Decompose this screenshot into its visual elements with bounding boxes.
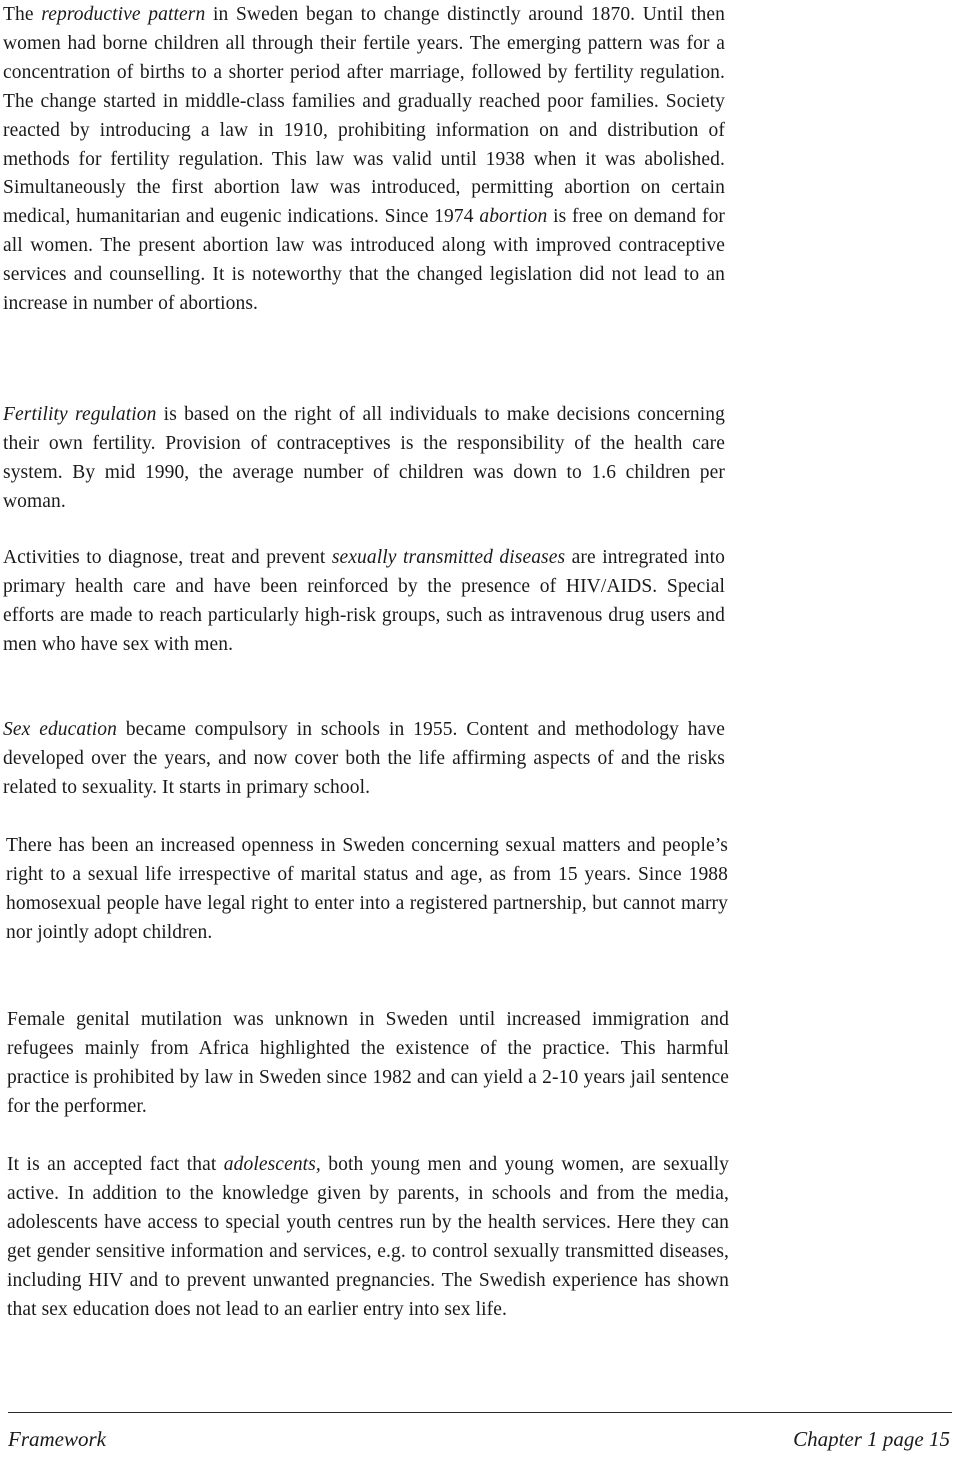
paragraph-adolescents [7, 1151, 729, 1324]
emphasis-term: sexually transmitted diseases [331, 547, 566, 568]
footer-divider [8, 1412, 952, 1413]
paragraph-sex-education [3, 716, 725, 803]
paragraph-fertility-regulation [3, 401, 725, 517]
paragraph-openness: There has been an increased openness in Sweden concerning sexual matters and people’s right to a sexual life irrespective of marital status and age, as from 15 years. Since 1988 homosexual people have legal right to enter into a registered partnership, but cannot marry nor jointly adopt children. [6, 835, 728, 943]
footer-section-label: Framework [8, 1427, 106, 1451]
text-run: is based on the right of all individuals to make decisions concerning their own fertility. Provision of contraceptives is the responsibility of the health care system. By mid 1990, the average number of children was down to 1.6 children per woman. [3, 404, 725, 512]
emphasis-term: abortion [479, 206, 548, 228]
emphasis-term: Fertility regulation [3, 404, 157, 425]
paragraph-reproductive-pattern [3, 1, 725, 319]
text-run: is free on demand for all women. The present abortion law was introduced along with improved contraceptive services and counselling. It is noteworthy that the changed legislation did not lead to an increase in number of abortions. [3, 206, 726, 315]
text-run: The [3, 4, 42, 25]
emphasis-term: adolescents, [223, 1154, 321, 1175]
footer-page-label: Chapter 1 page 15 [793, 1427, 950, 1451]
text-run: are intregrated into primary health care and have been reinforced by the presence of HIV/AIDS. Special efforts are made to reach particularly high-risk groups, such as intravenous drug users and men who have sex with men. [3, 547, 725, 655]
text-run: became compulsory in schools in 1955. Content and methodology have developed over the years, and now cover both the life affirming aspects of and the risks related to sexuality. It starts in primary school. [3, 719, 725, 798]
emphasis-term: Sex education [3, 719, 117, 740]
paragraph-female-genital-mutilation: Female genital mutilation was unknown in Sweden until increased immigration and refugees mainly from Africa highlighted the existence of the practice. This harmful practice is prohibited by law in Sweden since 1982 and can yield a 2-10 years jail sentence for the performer. [7, 1009, 729, 1117]
text-run: Activities to diagnose, treat and prevent [3, 547, 332, 568]
text-run: It is an accepted fact that [7, 1154, 224, 1175]
emphasis-term: reproductive pattern [41, 4, 206, 25]
text-run: both young men and young women, are sexually active. In addition to the knowledge given by parents, in schools and from the media, adolescents have access to special youth centres run by the health services. Here they can get gender sensitive information and services, e.g. to control sexually transmitted diseases, including HIV and to prevent unwanted pregnancies. The Swedish experience has shown that sex education does not lead to an earlier entry into sex life. [7, 1154, 730, 1320]
paragraph-sexually-transmitted-diseases [3, 544, 725, 660]
text-run: in Sweden began to change distinctly around 1870. Until then women had borne children all through their fertile years. The emerging pattern was for a concentration of births to a shorter period after marriage, followed by fertility regulation. The change started in middle-class families and gradually reached poor families. Society reacted by introducing a law in 1910, prohibiting information on and distribution of methods for fertility regulation. This law was valid until 1938 when it was abolished. Simultaneously the first abortion law was introduced, permitting abortion on certain medical, humanitarian and eugenic indications. Since 1974 [3, 4, 725, 228]
